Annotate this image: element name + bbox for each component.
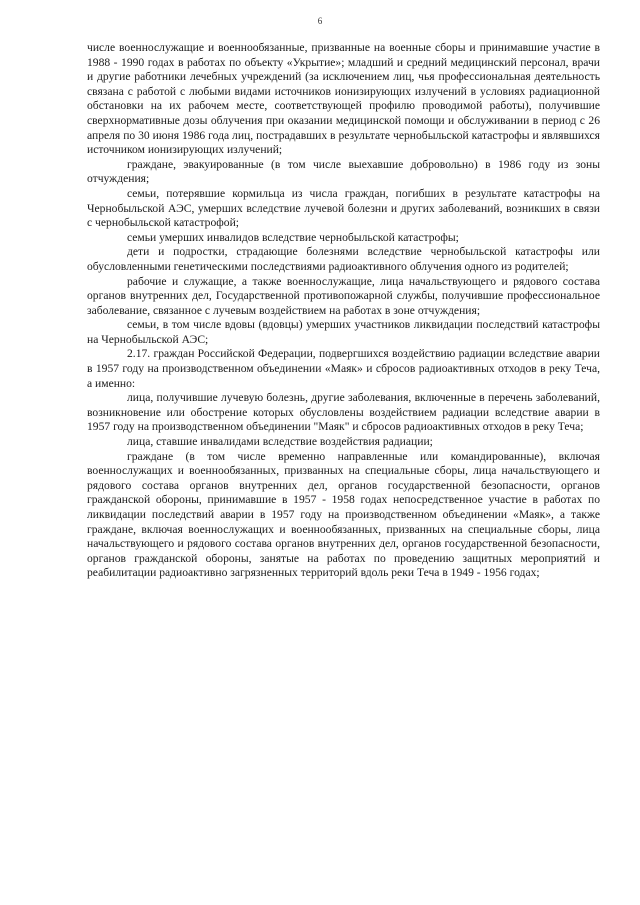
document-paragraph: семьи умерших инвалидов вследствие чернобыльской катастрофы;	[127, 230, 459, 244]
page-number: 6	[317, 16, 323, 26]
document-paragraph: семьи, потерявшие кормильца из числа граждан, погибших в результате катастрофы на Чернобыльской АЭС, умерших вследствие лучевой болезни и других заболеваний, возникших в связи с чернобыльской катастрофой;	[87, 186, 600, 230]
document-paragraph: числе военнослужащие и военнообязанные, призванные на военные сборы и принимавшие участие в 1988 - 1990 годах в работах по объекту «Укрытие»; младший и средний медицинский персонал, врачи и другие работники лечебных учреждений (за исключением лиц, чья профессиональная деятельность связана с работой с любыми видами источников ионизирующих излучений в условиях радиационной обстановки на их рабочем месте, соответствующей профилю проводимой работы), получившие сверхнормативные дозы облучения при оказании медицинской помощи и обслуживании в период с 26 апреля по 30 июня 1986 года лиц, пострадавших в результате чернобыльской катастрофы и являвшихся источником ионизирующих излучений;	[87, 41, 600, 157]
document-paragraph: 2.17. граждан Российской Федерации, подвергшихся воздействию радиации вследствие аварии в 1957 году на производственном объединении «Маяк» и сбросов радиоактивных отходов в реку Теча, а именно:	[87, 347, 600, 390]
document-paragraph: лица, получившие лучевую болезнь, другие заболевания, включенные в перечень заболеваний, возникновение или обострение которых обусловлены воздействием радиации вследствие аварии в 1957 году на производственном объединении "Маяк" и сбросов радиоактивных отходов в реку Теча;	[87, 391, 600, 434]
document-paragraph: рабочие и служащие, а также военнослужащие, лица начальствующего и рядового состава органов внутренних дел, Государственной противопожарной службы, получившие профессиональное заболевание, связанное с лучевым воздействием на работах в зоне отчуждения;	[87, 274, 600, 317]
document-paragraph: дети и подростки, страдающие болезнями вследствие чернобыльской катастрофы или обусловленными генетическими последствиями радиоактивного облучения одного из родителей;	[87, 245, 600, 273]
document-paragraph: граждане (в том числе временно направленные или командированные), включая военнослужащих и военнообязанных, призванных на специальные сборы, лица начальствующего и рядового состава органов внутренних дел, органов государственной безопасности, органов гражданской обороны, принимавшие в 1957 - 1958 годах непосредственное участие в работах по ликвидации последствий аварии в 1957 году на производственном объединении «Маяк», а также граждане, включая военнослужащих и военнообязанных, призванных на специальные сборы, лица начальствующего и рядового состава органов внутренних дел, органов государственной безопасности, органов гражданской обороны, занятые на работах по проведению защитных мероприятий и реабилитации радиоактивно загрязненных территорий вдоль реки Теча в 1949 - 1956 годах;	[87, 449, 600, 580]
document-paragraph: лица, ставшие инвалидами вследствие воздействия радиации;	[127, 435, 433, 449]
document-paragraph: граждане, эвакуированные (в том числе выехавшие добровольно) в 1986 году из зоны отчуждения;	[87, 157, 600, 186]
document-paragraph: семьи, в том числе вдовы (вдовцы) умерших участников ликвидации последствий катастрофы на Чернобыльской АЭС;	[87, 318, 600, 346]
document-body	[87, 41, 600, 581]
